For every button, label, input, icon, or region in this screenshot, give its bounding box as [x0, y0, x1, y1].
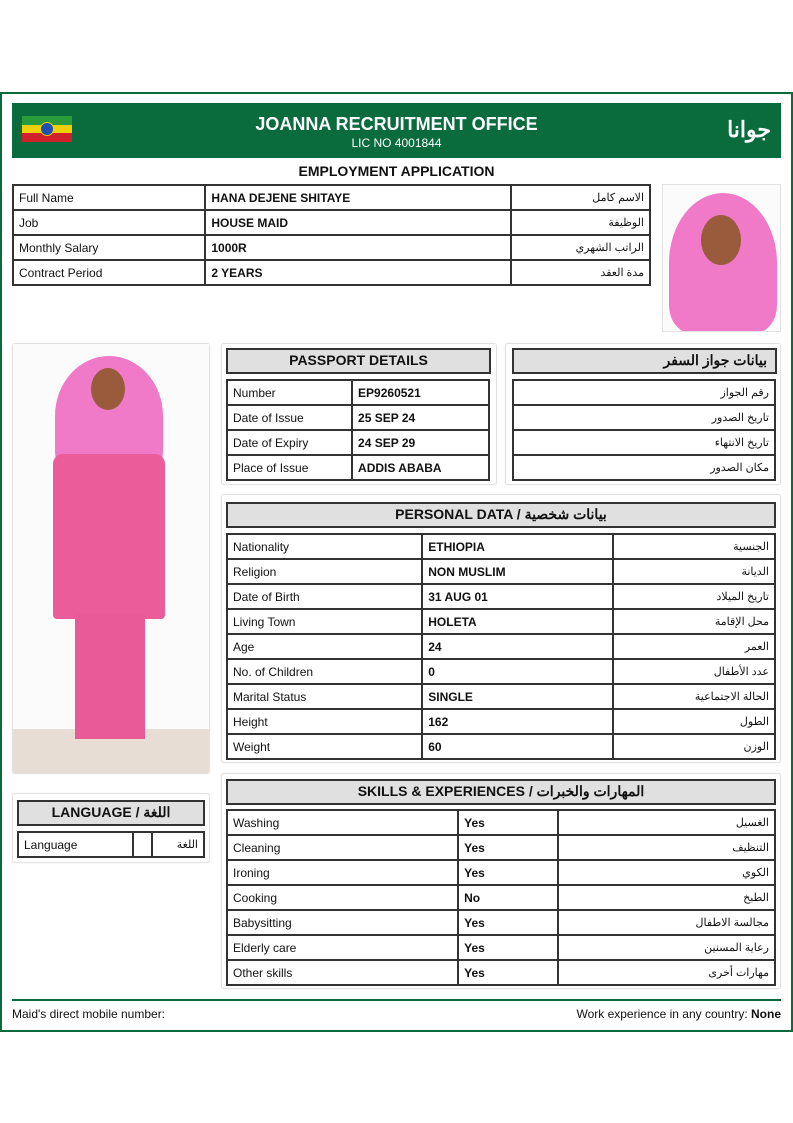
table-row — [513, 430, 775, 455]
cell-label: Ironing — [227, 860, 458, 885]
cell-value: 25 SEP 24 — [352, 405, 489, 430]
cell-ar: الديانة — [613, 559, 775, 584]
cell-label: Weight — [227, 734, 422, 759]
table-row — [227, 860, 775, 885]
table-row — [227, 380, 489, 405]
cell-label: Monthly Salary — [13, 235, 205, 260]
language-label-arabic: اللغة — [152, 832, 204, 857]
cell-value: 162 — [422, 709, 612, 734]
cell-value: EP9260521 — [352, 380, 489, 405]
cell-ar: التنظيف — [558, 835, 775, 860]
personal-data-title: PERSONAL DATA / بيانات شخصية — [226, 502, 776, 528]
cell-ar: مكان الصدور — [513, 455, 775, 480]
cell-label: Marital Status — [227, 684, 422, 709]
cell-ar: الغسيل — [558, 810, 775, 835]
cell-label: Living Town — [227, 609, 422, 634]
cell-label: Date of Issue — [227, 405, 352, 430]
cell-label: Full Name — [13, 185, 205, 210]
cell-ar: محل الإقامة — [613, 609, 775, 634]
cell-ar: الوظيفة — [511, 210, 650, 235]
cell-label: Number — [227, 380, 352, 405]
table-row — [227, 684, 775, 709]
table-row — [227, 659, 775, 684]
cell-ar: رقم الجواز — [513, 380, 775, 405]
table-row — [227, 609, 775, 634]
table-row — [227, 910, 775, 935]
table-row — [227, 885, 775, 910]
table-row — [227, 455, 489, 480]
cell-ar: الطبخ — [558, 885, 775, 910]
cell-ar: الكوي — [558, 860, 775, 885]
table-row — [227, 935, 775, 960]
table-row — [227, 634, 775, 659]
form-title: EMPLOYMENT APPLICATION — [298, 163, 495, 179]
full-body-photo — [12, 343, 210, 774]
cell-ar: الجنسية — [613, 534, 775, 559]
cell-ar: مدة العقد — [511, 260, 650, 285]
language-table — [17, 831, 205, 858]
cell-value: NON MUSLIM — [422, 559, 612, 584]
cell-ar: تاريخ الانتهاء — [513, 430, 775, 455]
cell-value: 2 YEARS — [205, 260, 511, 285]
cell-ar: مهارات أخرى — [558, 960, 775, 985]
cell-value: ETHIOPIA — [422, 534, 612, 559]
table-row — [513, 455, 775, 480]
table-row — [227, 810, 775, 835]
cell-ar: رعاية المسنين — [558, 935, 775, 960]
cell-label: No. of Children — [227, 659, 422, 684]
cell-label: Height — [227, 709, 422, 734]
cell-ar: الاسم كامل — [511, 185, 650, 210]
cell-value: Yes — [458, 935, 558, 960]
table-row — [227, 734, 775, 759]
table-row — [13, 260, 650, 285]
cell-label: Job — [13, 210, 205, 235]
cell-value: ADDIS ABABA — [352, 455, 489, 480]
cell-value: HANA DEJENE SHITAYE — [205, 185, 511, 210]
office-title: JOANNA RECRUITMENT OFFICE — [255, 114, 538, 134]
cell-label: Cleaning — [227, 835, 458, 860]
table-row — [227, 534, 775, 559]
table-row — [513, 405, 775, 430]
cell-ar: مجالسة الاطفال — [558, 910, 775, 935]
table-row — [227, 709, 775, 734]
cell-ar: تاريخ الصدور — [513, 405, 775, 430]
cell-value: No — [458, 885, 558, 910]
language-value — [133, 832, 153, 857]
cell-ar: الوزن — [613, 734, 775, 759]
table-row — [13, 235, 650, 260]
cell-ar: العمر — [613, 634, 775, 659]
work-experience — [576, 1007, 781, 1021]
skills-title: SKILLS & EXPERIENCES / المهارات والخبرات — [226, 779, 776, 805]
license-number: LIC NO 4001844 — [351, 136, 442, 150]
language-label: Language — [18, 832, 133, 857]
table-row — [227, 405, 489, 430]
cell-ar: الطول — [613, 709, 775, 734]
skills-table — [226, 809, 776, 986]
footer-divider — [12, 999, 781, 1001]
cell-value: Yes — [458, 960, 558, 985]
cell-label: Elderly care — [227, 935, 458, 960]
cell-value: SINGLE — [422, 684, 612, 709]
cell-value: 1000R — [205, 235, 511, 260]
cell-label: Washing — [227, 810, 458, 835]
cell-value: 0 — [422, 659, 612, 684]
table-row — [13, 210, 650, 235]
cell-value: Yes — [458, 835, 558, 860]
cell-label: Other skills — [227, 960, 458, 985]
cell-value: Yes — [458, 810, 558, 835]
cell-value: Yes — [458, 910, 558, 935]
cell-label: Place of Issue — [227, 455, 352, 480]
mobile-number-label: Maid's direct mobile number: — [12, 1007, 166, 1021]
arabic-logo: جوانا — [727, 117, 771, 142]
table-row — [227, 835, 775, 860]
cell-value: HOLETA — [422, 609, 612, 634]
cell-value: 60 — [422, 734, 612, 759]
table-row — [227, 960, 775, 985]
cell-ar: الحالة الاجتماعية — [613, 684, 775, 709]
table-row — [227, 559, 775, 584]
work-experience-label: Work experience in any country: — [576, 1007, 748, 1021]
personal-data-table — [226, 533, 776, 760]
portrait-photo — [662, 184, 781, 332]
cell-value: 24 — [422, 634, 612, 659]
table-row — [227, 584, 775, 609]
cell-label: Nationality — [227, 534, 422, 559]
cell-label: Age — [227, 634, 422, 659]
passport-table — [226, 379, 490, 481]
cell-ar: تاريخ الميلاد — [613, 584, 775, 609]
cell-ar: الراتب الشهري — [511, 235, 650, 260]
table-row — [227, 430, 489, 455]
passport-title-arabic: بيانات جواز السفر — [512, 348, 777, 374]
cell-label: Date of Expiry — [227, 430, 352, 455]
work-experience-value: None — [751, 1007, 781, 1021]
cell-value: 24 SEP 29 — [352, 430, 489, 455]
cell-label: Religion — [227, 559, 422, 584]
table-row — [18, 832, 204, 857]
table-row — [513, 380, 775, 405]
cell-label: Contract Period — [13, 260, 205, 285]
cell-label: Cooking — [227, 885, 458, 910]
table-row — [13, 185, 650, 210]
cell-value: Yes — [458, 860, 558, 885]
cell-value: HOUSE MAID — [205, 210, 511, 235]
cell-ar: عدد الأطفال — [613, 659, 775, 684]
language-title: LANGUAGE / اللغة — [17, 800, 205, 826]
cell-label: Date of Birth — [227, 584, 422, 609]
passport-arabic-table — [512, 379, 776, 481]
cell-value: 31 AUG 01 — [422, 584, 612, 609]
header-bar — [12, 103, 781, 158]
cell-label: Babysitting — [227, 910, 458, 935]
passport-title: PASSPORT DETAILS — [226, 348, 491, 374]
summary-table — [12, 184, 651, 286]
